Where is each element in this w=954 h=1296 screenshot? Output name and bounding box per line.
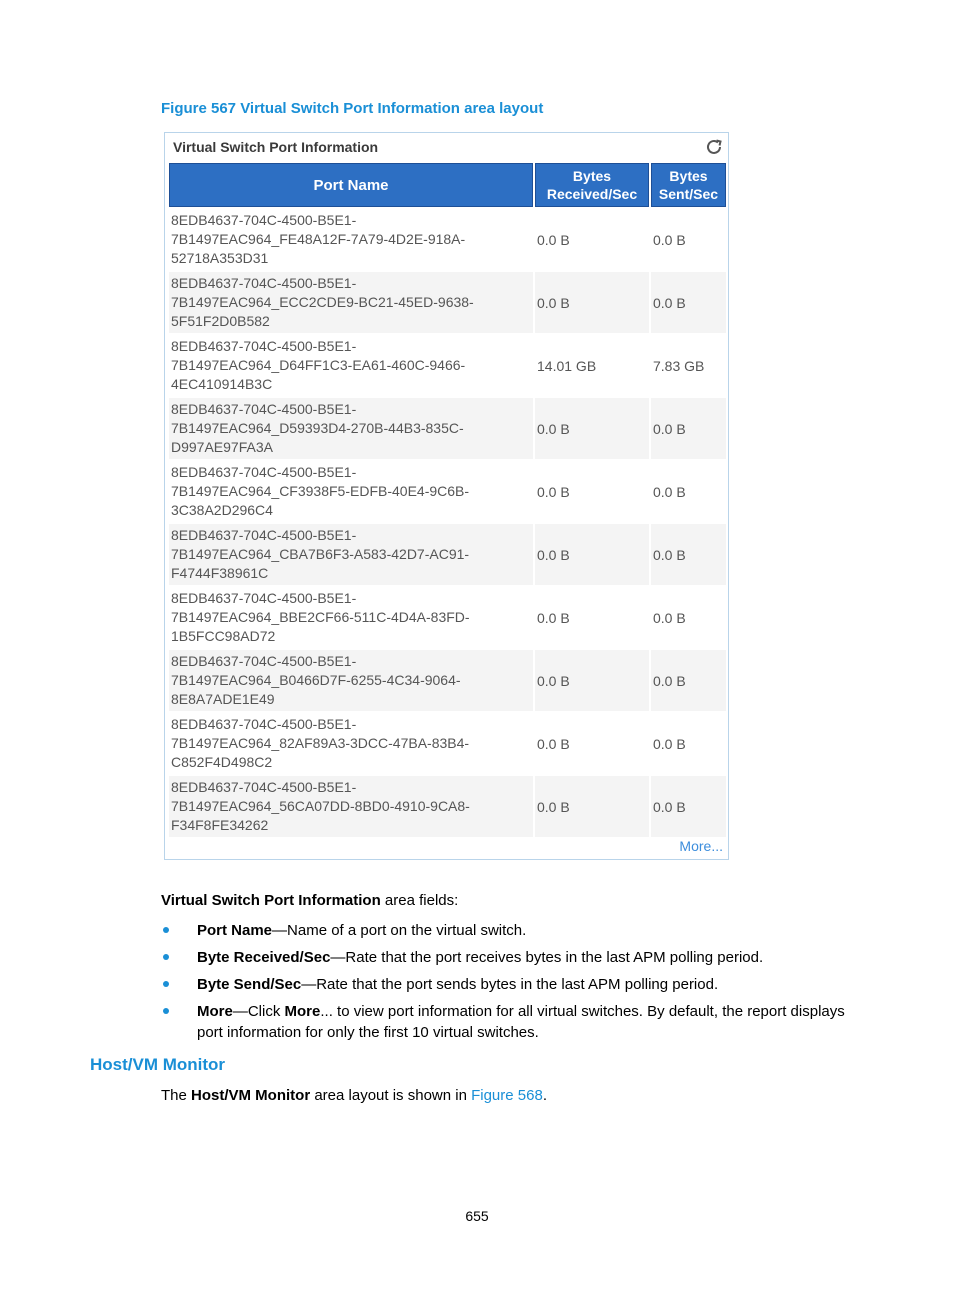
- port-name-cell: 8EDB4637-704C-4500-B5E1- 7B1497EAC964_FE48A12F-7A79-4D2E-918A- 52718A353D31: [169, 209, 533, 270]
- panel-title: Virtual Switch Port Information: [173, 139, 379, 155]
- table-body: [169, 209, 726, 837]
- field-list: [161, 920, 871, 1049]
- port-name-cell: 8EDB4637-704C-4500-B5E1- 7B1497EAC964_CF3938F5-EDFB-40E4-9C6B- 3C38A2D296C4: [169, 461, 533, 522]
- fields-intro: Virtual Switch Port Information area fields:: [161, 892, 459, 909]
- column-header-port-name[interactable]: Port Name: [169, 163, 533, 207]
- bytes-sent-cell: 0.0 B: [651, 272, 726, 333]
- port-name-cell: 8EDB4637-704C-4500-B5E1- 7B1497EAC964_82AF89A3-3DCC-47BA-83B4- C852F4D498C2: [169, 713, 533, 774]
- port-name-cell: 8EDB4637-704C-4500-B5E1- 7B1497EAC964_BBE2CF66-511C-4D4A-83FD- 1B5FCC98AD72: [169, 587, 533, 648]
- column-header-bytes-sent[interactable]: Bytes Sent/Sec: [651, 163, 726, 207]
- bytes-received-cell: 0.0 B: [535, 650, 649, 711]
- refresh-icon[interactable]: [704, 137, 724, 157]
- list-item: Port Name—Name of a port on the virtual switch.: [161, 920, 871, 941]
- port-name-cell: 8EDB4637-704C-4500-B5E1- 7B1497EAC964_56CA07DD-8BD0-4910-9CA8- F34F8FE34262: [169, 776, 533, 837]
- bytes-received-cell: 0.0 B: [535, 776, 649, 837]
- table-row: [169, 713, 726, 774]
- bytes-received-cell: 0.0 B: [535, 272, 649, 333]
- table-row: [169, 776, 726, 837]
- bytes-received-cell: 14.01 GB: [535, 335, 649, 396]
- list-item: Byte Send/Sec—Rate that the port sends bytes in the last APM polling period.: [161, 974, 871, 995]
- figure-link[interactable]: Figure 568: [471, 1087, 543, 1104]
- bytes-sent-cell: 0.0 B: [651, 650, 726, 711]
- bytes-received-cell: 0.0 B: [535, 209, 649, 270]
- bullet-icon: [163, 981, 169, 987]
- bytes-sent-cell: 0.0 B: [651, 398, 726, 459]
- bytes-sent-cell: 0.0 B: [651, 209, 726, 270]
- figure-caption: Figure 567 Virtual Switch Port Information area layout: [161, 100, 544, 117]
- port-name-cell: 8EDB4637-704C-4500-B5E1- 7B1497EAC964_D59393D4-270B-44B3-835C- D997AE97FA3A: [169, 398, 533, 459]
- column-header-bytes-received[interactable]: Bytes Received/Sec: [535, 163, 649, 207]
- bullet-icon: [163, 927, 169, 933]
- bytes-received-cell: 0.0 B: [535, 587, 649, 648]
- port-name-cell: 8EDB4637-704C-4500-B5E1- 7B1497EAC964_D64FF1C3-EA61-460C-9466- 4EC410914B3C: [169, 335, 533, 396]
- table-row: [169, 398, 726, 459]
- bytes-received-cell: 0.0 B: [535, 524, 649, 585]
- bytes-sent-cell: 7.83 GB: [651, 335, 726, 396]
- bytes-sent-cell: 0.0 B: [651, 713, 726, 774]
- table-row: [169, 650, 726, 711]
- more-link[interactable]: More...: [679, 838, 723, 854]
- bytes-sent-cell: 0.0 B: [651, 587, 726, 648]
- bullet-icon: [163, 1008, 169, 1014]
- bytes-received-cell: 0.0 B: [535, 398, 649, 459]
- bytes-sent-cell: 0.0 B: [651, 776, 726, 837]
- bytes-sent-cell: 0.0 B: [651, 524, 726, 585]
- section-heading: Host/VM Monitor: [90, 1055, 226, 1074]
- port-name-cell: 8EDB4637-704C-4500-B5E1- 7B1497EAC964_CBA7B6F3-A583-42D7-AC91- F4744F38961C: [169, 524, 533, 585]
- table-row: [169, 335, 726, 396]
- bytes-sent-cell: 0.0 B: [651, 461, 726, 522]
- bytes-received-cell: 0.0 B: [535, 461, 649, 522]
- list-item: More—Click More... to view port information for all virtual switches. By default, the report displays port information for only the first 10 virtual switches.: [161, 1001, 871, 1043]
- table-row: [169, 209, 726, 270]
- page-number: 655: [465, 1208, 489, 1224]
- bullet-icon: [163, 954, 169, 960]
- table-row: [169, 461, 726, 522]
- port-name-cell: 8EDB4637-704C-4500-B5E1- 7B1497EAC964_ECC2CDE9-BC21-45ED-9638- 5F51F2D0B582: [169, 272, 533, 333]
- table-row: [169, 524, 726, 585]
- bytes-received-cell: 0.0 B: [535, 713, 649, 774]
- table-row: [169, 272, 726, 333]
- port-name-cell: 8EDB4637-704C-4500-B5E1- 7B1497EAC964_B0466D7F-6255-4C34-9064- 8E8A7ADE1E49: [169, 650, 533, 711]
- port-table: [169, 163, 726, 839]
- virtual-switch-port-panel: [164, 132, 729, 860]
- table-header: [169, 163, 726, 207]
- list-item: Byte Received/Sec—Rate that the port receives bytes in the last APM polling period.: [161, 947, 871, 968]
- table-row: [169, 587, 726, 648]
- section-text: The Host/VM Monitor area layout is shown in Figure 568.: [161, 1087, 547, 1104]
